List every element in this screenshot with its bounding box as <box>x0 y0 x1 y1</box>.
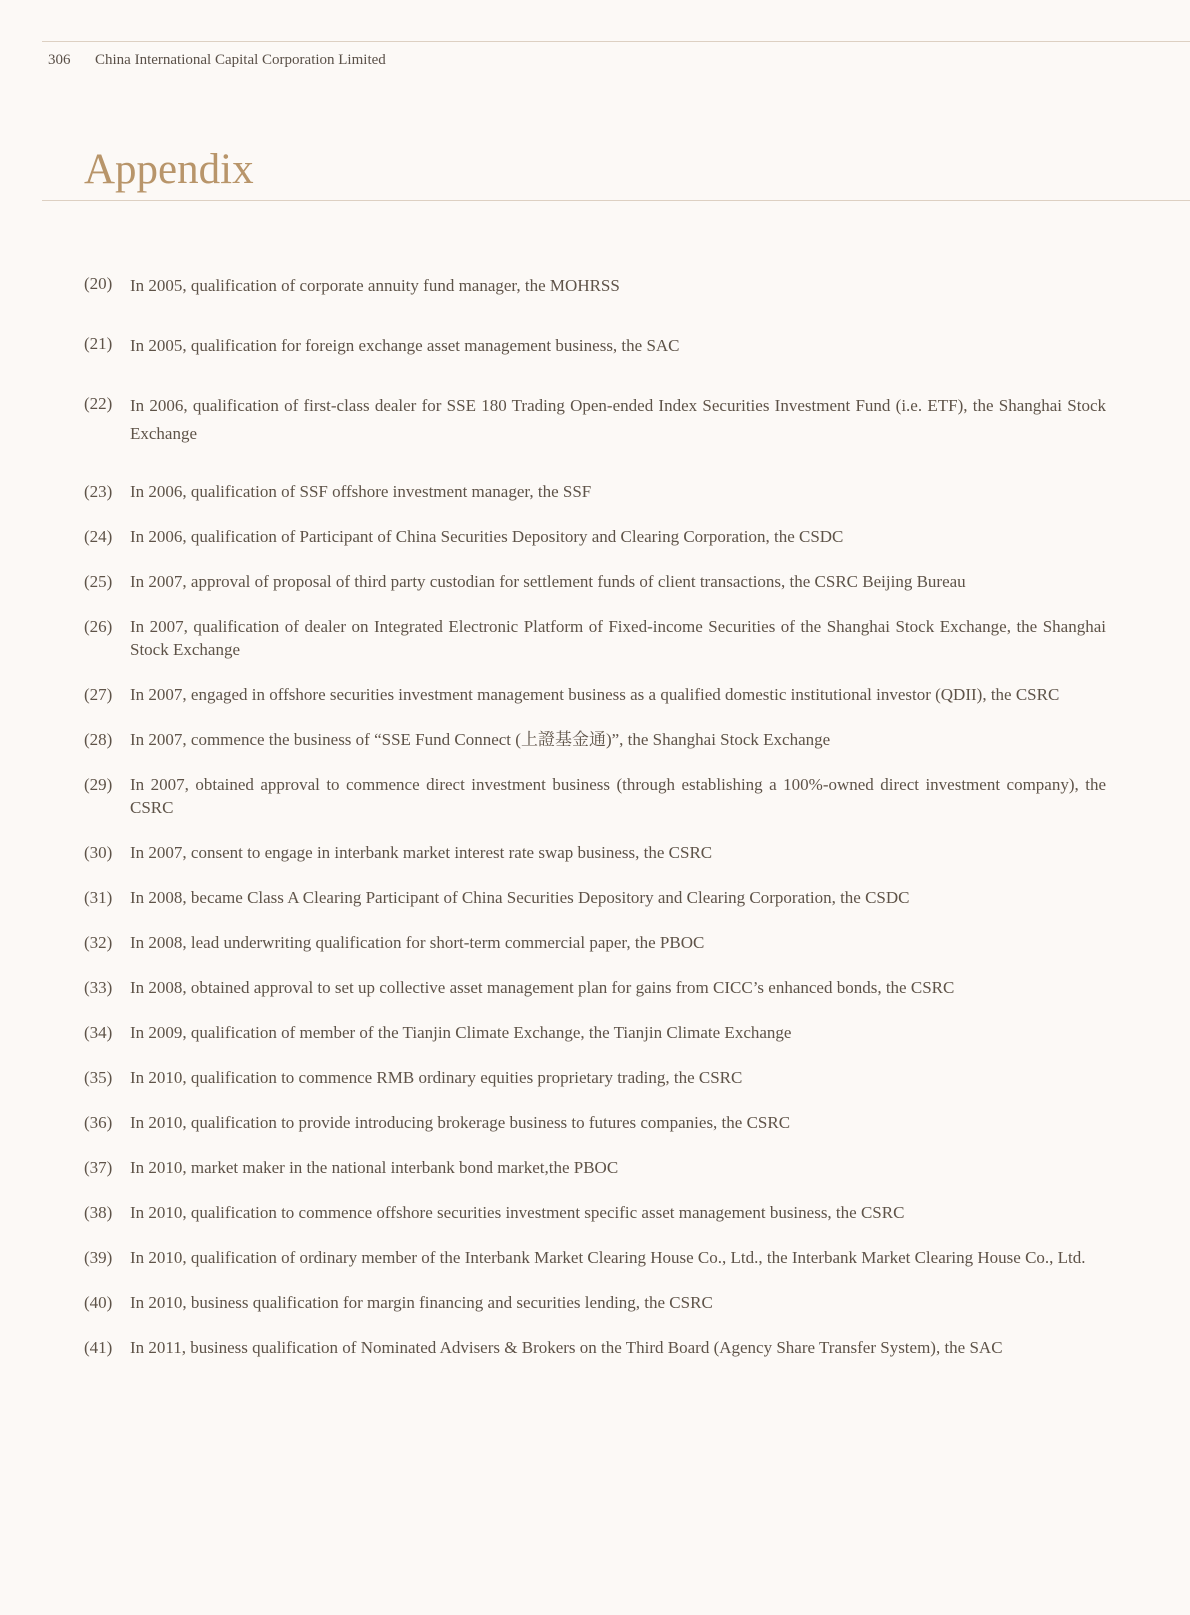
list-item <box>84 1111 1106 1134</box>
item-number: (20) <box>84 274 113 293</box>
item-number: (24) <box>84 527 113 546</box>
list-item <box>84 332 1106 360</box>
company-name: China International Capital Corporation Limited <box>95 52 386 68</box>
list-item <box>84 615 1106 661</box>
item-number: (41) <box>84 1338 113 1357</box>
list-item <box>84 728 1106 751</box>
item-text: In 2010, qualification to provide introducing brokerage business to futures companies, the CSRC <box>130 1113 791 1132</box>
list-item <box>84 272 1106 300</box>
item-text: In 2006, qualification of first-class dealer for SSE 180 Trading Open-ended Index Securities Investment Fund (i.e. ETF), the Shanghai Stock Exchange <box>130 396 1106 443</box>
item-number: (21) <box>84 334 113 353</box>
item-text: In 2010, qualification to commence RMB ordinary equities proprietary trading, the CSRC <box>130 1068 743 1087</box>
item-number: (34) <box>84 1023 113 1042</box>
item-text: In 2006, qualification of Participant of China Securities Depository and Clearing Corporation, the CSDC <box>130 527 844 546</box>
list-item <box>84 841 1106 864</box>
qualification-list <box>84 272 1106 1381</box>
item-text: In 2009, qualification of member of the Tianjin Climate Exchange, the Tianjin Climate Exchange <box>130 1023 792 1042</box>
item-text: In 2010, market maker in the national interbank bond market,the PBOC <box>130 1158 619 1177</box>
list-item <box>84 1246 1106 1269</box>
item-text: In 2008, became Class A Clearing Participant of China Securities Depository and Clearing Corporation, the CSDC <box>130 888 910 907</box>
item-number: (30) <box>84 843 113 862</box>
title-rule <box>42 200 1190 201</box>
list-item <box>84 976 1106 999</box>
item-text: In 2007, engaged in offshore securities investment management business as a qualified domestic institutional investor (QDII), the CSRC <box>130 685 1060 704</box>
item-number: (38) <box>84 1203 113 1222</box>
item-text: In 2007, approval of proposal of third party custodian for settlement funds of client transactions, the CSRC Beijing Bureau <box>130 572 966 591</box>
item-text: In 2010, qualification of ordinary member of the Interbank Market Clearing House Co., Ltd., the Interbank Market Clearing House Co., Ltd. <box>130 1248 1086 1267</box>
item-text: In 2005, qualification of corporate annuity fund manager, the MOHRSS <box>130 276 620 295</box>
header-rule <box>42 41 1190 42</box>
item-text: In 2010, business qualification for margin financing and securities lending, the CSRC <box>130 1293 713 1312</box>
item-number: (28) <box>84 730 113 749</box>
item-number: (29) <box>84 775 113 794</box>
item-number: (27) <box>84 685 113 704</box>
item-text: In 2007, commence the business of “SSE Fund Connect (上證基金通)”, the Shanghai Stock Exchange <box>130 730 831 749</box>
item-text: In 2008, lead underwriting qualification for short-term commercial paper, the PBOC <box>130 933 705 952</box>
list-item <box>84 1291 1106 1314</box>
item-number: (32) <box>84 933 113 952</box>
item-number: (35) <box>84 1068 113 1087</box>
page-number: 306 <box>48 52 71 68</box>
item-text: In 2007, qualification of dealer on Integrated Electronic Platform of Fixed-income Securities of the Shanghai Stock Exchange, the Shanghai Stock Exchange <box>130 617 1106 659</box>
list-item <box>84 1066 1106 1089</box>
list-item <box>84 931 1106 954</box>
list-item <box>84 886 1106 909</box>
item-number: (23) <box>84 482 113 501</box>
list-item <box>84 570 1106 593</box>
running-header <box>48 52 386 69</box>
item-text: In 2006, qualification of SSF offshore investment manager, the SSF <box>130 482 592 501</box>
item-text: In 2011, business qualification of Nominated Advisers & Brokers on the Third Board (Agency Share Transfer System), the SAC <box>130 1338 1003 1357</box>
item-number: (37) <box>84 1158 113 1177</box>
list-item <box>84 1201 1106 1224</box>
list-item <box>84 683 1106 706</box>
item-number: (40) <box>84 1293 113 1312</box>
list-item <box>84 1336 1106 1359</box>
list-item <box>84 1021 1106 1044</box>
item-text: In 2008, obtained approval to set up collective asset management plan for gains from CICC’s enhanced bonds, the CSRC <box>130 978 955 997</box>
item-text: In 2005, qualification for foreign exchange asset management business, the SAC <box>130 336 680 355</box>
item-number: (33) <box>84 978 113 997</box>
item-text: In 2010, qualification to commence offshore securities investment specific asset management business, the CSRC <box>130 1203 905 1222</box>
item-number: (25) <box>84 572 113 591</box>
page-title: Appendix <box>84 146 254 193</box>
item-number: (36) <box>84 1113 113 1132</box>
item-text: In 2007, consent to engage in interbank market interest rate swap business, the CSRC <box>130 843 713 862</box>
item-number: (26) <box>84 617 113 636</box>
list-item <box>84 392 1106 448</box>
item-number: (39) <box>84 1248 113 1267</box>
item-text: In 2007, obtained approval to commence direct investment business (through establishing a 100%-owned direct investment company), the CSRC <box>130 775 1106 817</box>
list-item <box>84 480 1106 503</box>
list-item <box>84 525 1106 548</box>
item-number: (31) <box>84 888 113 907</box>
list-item <box>84 1156 1106 1179</box>
item-number: (22) <box>84 394 113 413</box>
list-item <box>84 773 1106 819</box>
